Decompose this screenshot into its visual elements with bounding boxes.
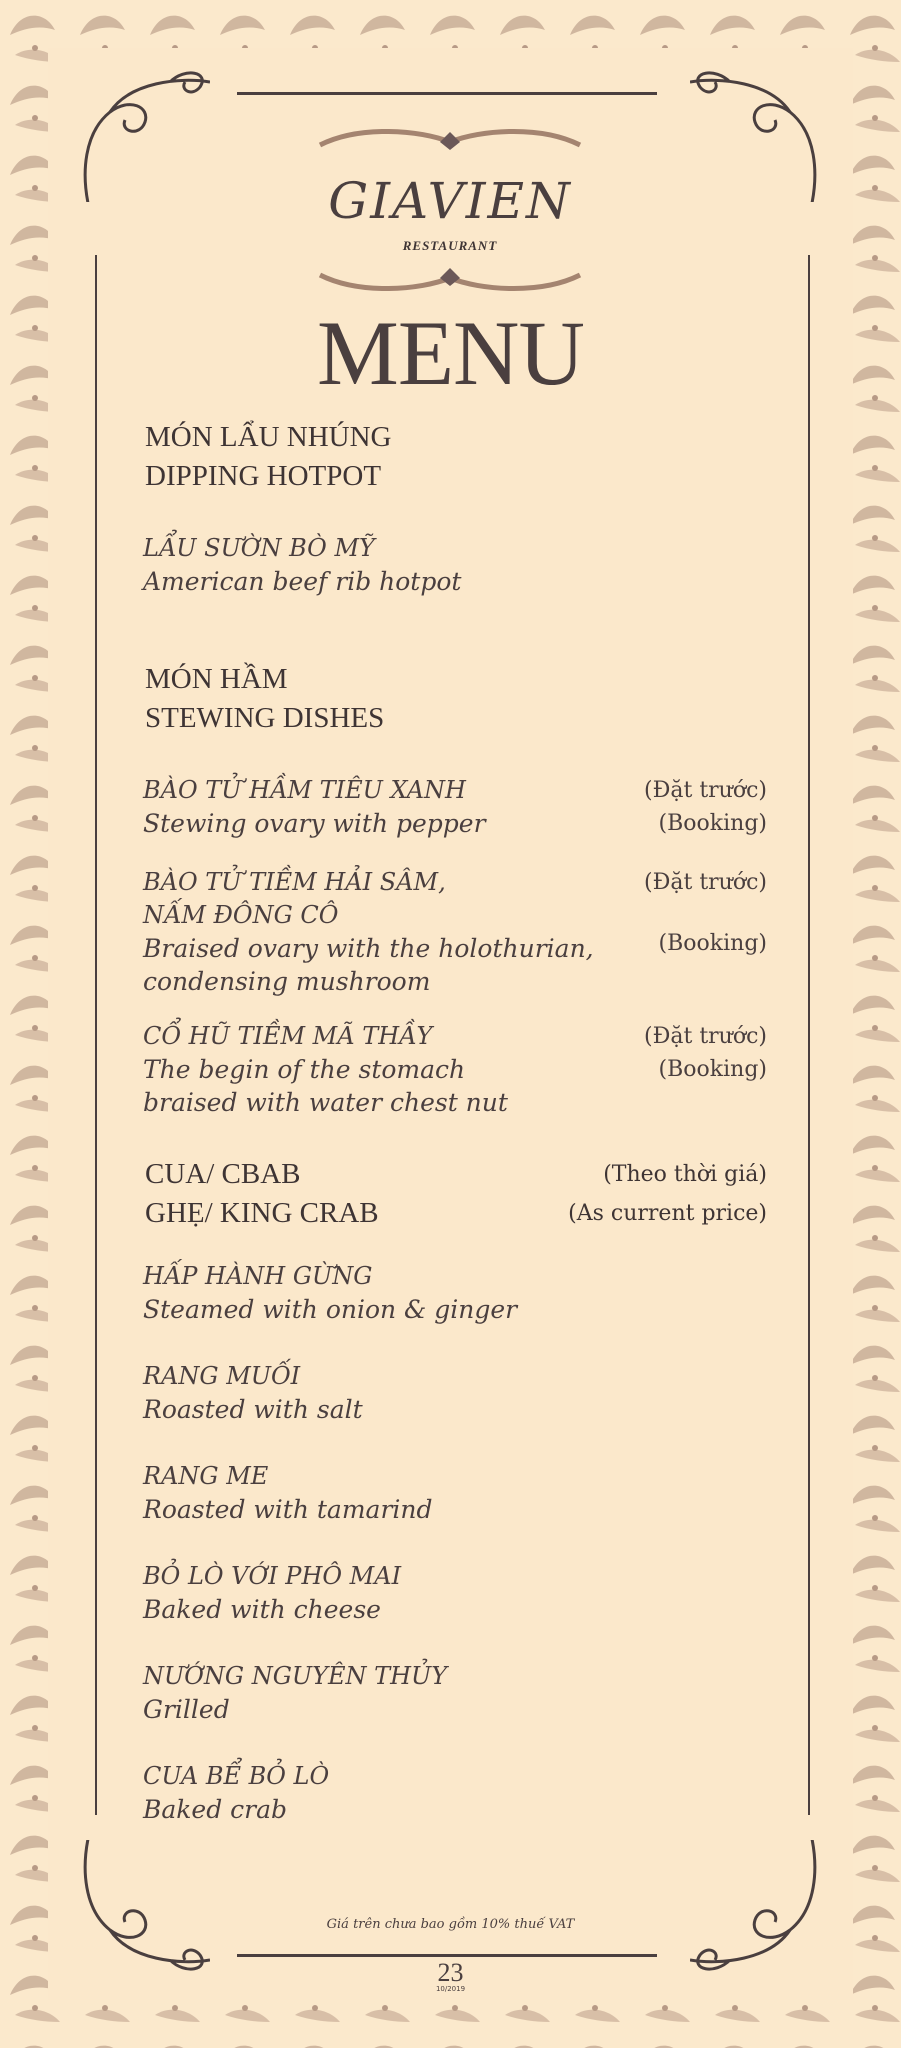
menu-item-crab-2 <box>143 1360 363 1426</box>
menu-item-crab-1 <box>143 1260 517 1326</box>
item-name-en: Baked with cheese <box>143 1595 381 1624</box>
note-vi: (Đặt trước) <box>644 778 767 803</box>
logo-flourish-top <box>300 120 600 160</box>
right-rule <box>808 255 810 1815</box>
menu-item-crab-4 <box>143 1560 401 1626</box>
section-hotpot-vi: MÓN LẨU NHÚNG <box>145 421 392 453</box>
corner-ornament-tr <box>690 62 830 202</box>
menu-item-stew-1 <box>143 774 486 840</box>
item-name-en: Stewing ovary with pepper <box>143 809 486 838</box>
booking-note-3 <box>644 1020 767 1086</box>
section-stew-heading <box>145 660 384 738</box>
item-name-vi: NƯỚNG NGUYÊN THỦY <box>143 1662 448 1690</box>
item-name-en: American beef rib hotpot <box>143 567 462 596</box>
menu-item-stew-2 <box>143 866 594 998</box>
section-crab-line1: CUA/ CBAB <box>145 1158 301 1190</box>
menu-item-stew-3 <box>143 1020 508 1119</box>
booking-note-1 <box>644 774 767 840</box>
section-crab-line2: GHẸ/ KING CRAB <box>145 1197 379 1229</box>
item-name-en-2: braised with water chest nut <box>143 1088 508 1117</box>
item-name-vi-2: NẤM ĐÔNG CÔ <box>143 901 339 929</box>
item-name-en: Grilled <box>143 1695 230 1724</box>
restaurant-logo <box>300 120 600 300</box>
logo-subtitle: RESTAURANT <box>402 238 498 253</box>
vat-footnote: Giá trên chưa bao gồm 10% thuế VAT <box>326 1917 575 1932</box>
section-stew-en: STEWING DISHES <box>145 702 385 734</box>
item-name-vi: CUA BỂ BỎ LÒ <box>143 1762 330 1790</box>
item-name-vi: CỔ HŨ TIỀM MÃ THẦY <box>143 1022 433 1050</box>
section-stew-vi: MÓN HẦM <box>145 663 288 695</box>
note-en: (Booking) <box>658 811 767 836</box>
item-name-en-2: condensing mushroom <box>143 967 431 996</box>
item-name-vi: HẤP HÀNH GỪNG <box>143 1262 373 1290</box>
item-name-vi: LẨU SƯỜN BÒ MỸ <box>143 534 375 562</box>
menu-item-beef-rib-hotpot <box>143 532 461 598</box>
menu-item-crab-3 <box>143 1460 433 1526</box>
section-crab-heading <box>145 1155 379 1233</box>
page-code: 10/2019 <box>435 1985 466 1993</box>
logo-wordmark: GIAVIEN <box>328 172 572 230</box>
crab-price-note <box>568 1155 767 1233</box>
note-vi: (Đặt trước) <box>644 870 767 895</box>
corner-ornament-tl <box>70 62 210 202</box>
item-name-en: Baked crab <box>143 1795 288 1824</box>
note-en: (Booking) <box>658 1057 767 1082</box>
note-vi: (Đặt trước) <box>644 1024 767 1049</box>
item-name-en: Roasted with tamarind <box>143 1495 433 1524</box>
item-name-vi: RANG MUỐI <box>143 1362 301 1390</box>
item-name-vi-1: BÀO TỬ TIỀM HẢI SÂM, <box>143 868 446 896</box>
menu-item-crab-5 <box>143 1660 447 1726</box>
booking-note-2 <box>644 866 767 960</box>
bottom-rule <box>237 1954 657 1957</box>
item-name-vi: RANG ME <box>143 1462 269 1490</box>
page-number: 23 <box>437 1958 464 1987</box>
price-note-en: (As current price) <box>568 1201 767 1226</box>
item-name-en-1: Braised ovary with the holothurian, <box>143 934 594 963</box>
item-name-en: Steamed with onion & ginger <box>143 1295 518 1324</box>
section-hotpot-heading <box>145 418 392 496</box>
item-name-en-1: The begin of the stomach <box>143 1055 466 1084</box>
item-name-vi: BÀO TỬ HẦM TIÊU XANH <box>143 776 466 804</box>
left-rule <box>95 255 97 1815</box>
section-hotpot-en: DIPPING HOTPOT <box>145 460 382 492</box>
menu-item-crab-6 <box>143 1760 329 1826</box>
item-name-vi: BỎ LÒ VỚI PHÔ MAI <box>143 1562 402 1590</box>
page-title: MENU <box>317 302 584 404</box>
price-note-vi: (Theo thời giá) <box>603 1162 767 1187</box>
item-name-en: Roasted with salt <box>143 1395 363 1424</box>
top-rule <box>237 92 657 95</box>
note-en: (Booking) <box>658 931 767 956</box>
logo-flourish-bottom <box>300 260 600 300</box>
